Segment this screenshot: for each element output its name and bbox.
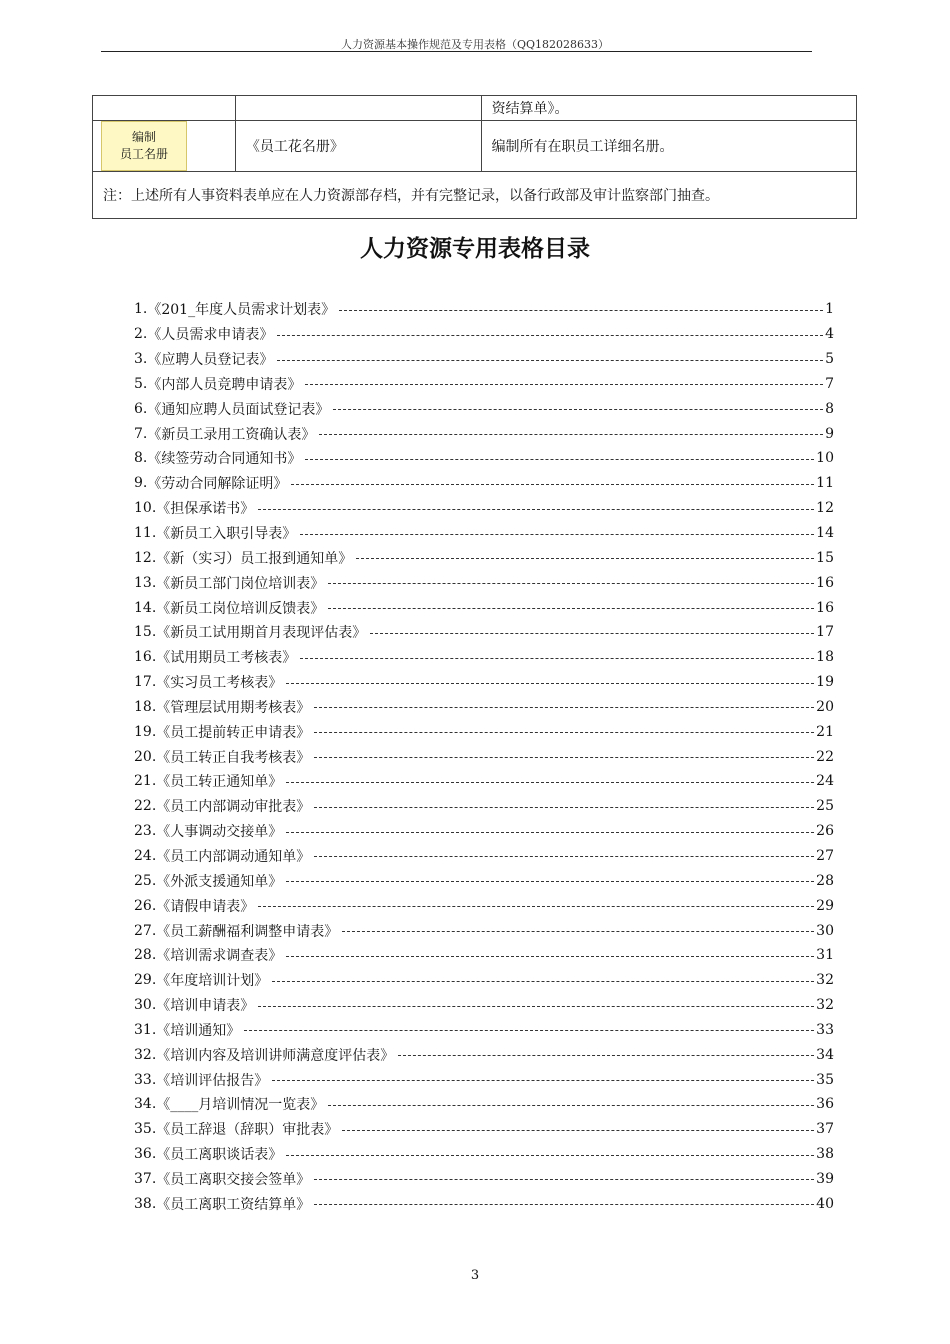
toc-leader-line — [305, 459, 814, 460]
toc-entry-number: 17. — [134, 674, 157, 691]
toc-leader-line — [314, 856, 814, 857]
toc-entry-number: 35. — [134, 1121, 157, 1138]
toc-leader-line — [291, 484, 814, 485]
toc-leader-line — [244, 1030, 814, 1031]
toc-entry-number: 8. — [134, 450, 148, 467]
toc-entry-page: 1 — [825, 301, 834, 318]
toc-entry-title: 《新员工岗位培训反馈表》 — [156, 600, 325, 617]
toc-entry[interactable] — [134, 297, 834, 322]
page-title: 人力资源专用表格目录 — [360, 236, 590, 262]
toc-entry-page: 16 — [816, 574, 834, 591]
toc-entry-title: 《员工转正自我考核表》 — [156, 749, 311, 766]
toc-entry[interactable] — [134, 819, 834, 844]
resource-table — [92, 95, 857, 219]
toc-entry-title: 《培训申请表》 — [156, 998, 255, 1015]
toc-entry-number: 1. — [134, 301, 148, 318]
toc-entry-title: 《新（实习）员工报到通知单》 — [156, 550, 353, 567]
toc-entry-number: 22. — [134, 798, 157, 815]
toc-leader-line — [277, 360, 823, 361]
toc-entry[interactable] — [134, 968, 834, 993]
toc-entry-number: 23. — [134, 823, 157, 840]
toc-entry-number: 30. — [134, 997, 157, 1014]
toc-entry-title: 《员工离职工资结算单》 — [156, 1196, 311, 1213]
toc-leader-line — [319, 434, 823, 435]
table-cell — [93, 121, 236, 172]
toc-entry-title: 《培训需求调查表》 — [156, 948, 283, 965]
toc-entry-page: 24 — [816, 773, 834, 790]
toc-entry-number: 9. — [134, 475, 148, 492]
toc-entry-number: 24. — [134, 847, 157, 864]
toc-entry-page: 31 — [816, 947, 834, 964]
toc-entry-page: 19 — [816, 674, 834, 691]
table-cell — [235, 96, 481, 121]
label-line: 员工名册 — [119, 147, 168, 161]
table-of-contents — [134, 297, 834, 1216]
toc-entry-title: 《员工离职谈话表》 — [156, 1147, 283, 1164]
toc-entry-number: 33. — [134, 1071, 157, 1088]
toc-entry[interactable] — [134, 868, 834, 893]
table-cell: 资结算单》。 — [481, 96, 856, 121]
toc-entry[interactable] — [134, 446, 834, 471]
toc-entry-page: 22 — [816, 748, 834, 765]
toc-entry-page: 14 — [816, 525, 834, 542]
toc-entry-number: 34. — [134, 1096, 157, 1113]
toc-entry-number: 32. — [134, 1046, 157, 1063]
toc-entry-page: 38 — [816, 1146, 834, 1163]
toc-entry-page: 5 — [825, 351, 834, 368]
toc-entry-number: 2. — [134, 326, 148, 343]
toc-entry-title: 《实习员工考核表》 — [156, 675, 283, 692]
toc-entry-number: 18. — [134, 698, 157, 715]
toc-entry-number: 20. — [134, 748, 157, 765]
toc-entry-title: 《员工内部调动审批表》 — [156, 799, 311, 816]
toc-leader-line — [342, 1130, 814, 1131]
toc-entry-page: 30 — [816, 922, 834, 939]
toc-entry-number: 19. — [134, 723, 157, 740]
toc-leader-line — [286, 1155, 814, 1156]
toc-entry[interactable] — [134, 993, 834, 1018]
toc-entry-title: 《新员工试用期首月表现评估表》 — [156, 625, 367, 642]
toc-entry[interactable] — [134, 893, 834, 918]
toc-entry[interactable] — [134, 943, 834, 968]
table-cell: 编制所有在职员工详细名册。 — [481, 121, 856, 172]
toc-entry-title: 《人员需求申请表》 — [147, 327, 274, 344]
toc-entry[interactable] — [134, 347, 834, 372]
toc-entry-page: 17 — [816, 624, 834, 641]
toc-entry[interactable] — [134, 794, 834, 819]
toc-leader-line — [333, 409, 823, 410]
toc-entry-page: 33 — [816, 1021, 834, 1038]
toc-leader-line — [286, 956, 814, 957]
toc-entry[interactable] — [134, 1092, 834, 1117]
toc-leader-line — [277, 335, 823, 336]
toc-entry-number: 26. — [134, 897, 157, 914]
toc-entry-title: 《员工薪酬福利调整申请表》 — [156, 923, 339, 940]
toc-entry-title: 《人事调动交接单》 — [156, 824, 283, 841]
toc-leader-line — [305, 384, 823, 385]
toc-leader-line — [398, 1055, 814, 1056]
toc-entry[interactable] — [134, 645, 834, 670]
header-rule — [101, 51, 812, 52]
toc-entry-number: 38. — [134, 1195, 157, 1212]
toc-entry-title: 《新员工部门岗位培训表》 — [156, 575, 325, 592]
toc-leader-line — [356, 558, 814, 559]
toc-entry-title: 《新员工入职引导表》 — [156, 526, 297, 543]
toc-entry-page: 25 — [816, 798, 834, 815]
toc-entry-title: 《通知应聘人员面试登记表》 — [147, 401, 330, 418]
toc-entry[interactable] — [134, 421, 834, 446]
table-row — [93, 172, 857, 219]
toc-leader-line — [258, 1006, 814, 1007]
toc-entry[interactable] — [134, 595, 834, 620]
toc-entry[interactable] — [134, 570, 834, 595]
toc-entry[interactable] — [134, 918, 834, 943]
toc-leader-line — [314, 1179, 814, 1180]
toc-entry-number: 6. — [134, 400, 148, 417]
label-line: 编制 — [131, 130, 156, 144]
toc-entry[interactable] — [134, 322, 834, 347]
toc-leader-line — [286, 782, 814, 783]
toc-entry[interactable] — [134, 1117, 834, 1142]
toc-leader-line — [342, 931, 814, 932]
toc-entry-page: 34 — [816, 1046, 834, 1063]
toc-entry-page: 29 — [816, 897, 834, 914]
toc-leader-line — [286, 881, 814, 882]
toc-entry[interactable] — [134, 769, 834, 794]
toc-entry-number: 29. — [134, 972, 157, 989]
table-cell: 《员工花名册》 — [235, 121, 481, 172]
toc-entry-number: 3. — [134, 351, 148, 368]
toc-entry[interactable] — [134, 1191, 834, 1216]
toc-entry-title: 《管理层试用期考核表》 — [156, 699, 311, 716]
toc-entry-title: 《201_年度人员需求计划表》 — [147, 302, 336, 319]
toc-entry[interactable] — [134, 1017, 834, 1042]
toc-entry-title: 《培训内容及培训讲师满意度评估表》 — [156, 1047, 395, 1064]
toc-entry-title: 《试用期员工考核表》 — [156, 650, 297, 667]
toc-entry-number: 21. — [134, 773, 157, 790]
toc-entry-title: 《____月培训情况一览表》 — [156, 1097, 325, 1114]
toc-entry-title: 《员工辞退（辞职）审批表》 — [156, 1122, 339, 1139]
toc-entry-number: 31. — [134, 1021, 157, 1038]
toc-entry-number: 36. — [134, 1146, 157, 1163]
toc-leader-line — [314, 757, 814, 758]
toc-entry-number: 37. — [134, 1170, 157, 1187]
toc-entry-title: 《担保承诺书》 — [156, 501, 255, 518]
toc-entry-page: 26 — [816, 823, 834, 840]
toc-entry[interactable] — [134, 620, 834, 645]
toc-entry[interactable] — [134, 670, 834, 695]
toc-entry[interactable] — [134, 719, 834, 744]
toc-entry-page: 40 — [816, 1195, 834, 1212]
page-header: 人力资源基本操作规范及专用表格（QQ182028633） — [340, 38, 610, 51]
toc-entry-page: 9 — [825, 425, 834, 442]
toc-entry[interactable] — [134, 695, 834, 720]
toc-entry-page: 37 — [816, 1121, 834, 1138]
toc-entry-number: 12. — [134, 549, 157, 566]
toc-entry-title: 《应聘人员登记表》 — [147, 352, 274, 369]
table-cell — [93, 96, 236, 121]
toc-entry-page: 39 — [816, 1170, 834, 1187]
toc-entry-page: 28 — [816, 872, 834, 889]
toc-entry[interactable] — [134, 496, 834, 521]
toc-entry-title: 《新员工录用工资确认表》 — [147, 426, 316, 443]
toc-entry-page: 18 — [816, 649, 834, 666]
toc-entry-title: 《员工提前转正申请表》 — [156, 724, 311, 741]
toc-entry-page: 32 — [816, 997, 834, 1014]
toc-entry-page: 21 — [816, 723, 834, 740]
toc-leader-line — [314, 732, 814, 733]
toc-entry-number: 5. — [134, 375, 148, 392]
toc-leader-line — [314, 707, 814, 708]
toc-leader-line — [370, 633, 814, 634]
toc-entry[interactable] — [134, 396, 834, 421]
toc-entry-title: 《外派支援通知单》 — [156, 873, 283, 890]
toc-entry-number: 13. — [134, 574, 157, 591]
toc-leader-line — [272, 1080, 814, 1081]
toc-entry-page: 15 — [816, 549, 834, 566]
toc-entry-number: 25. — [134, 872, 157, 889]
toc-entry[interactable] — [134, 744, 834, 769]
toc-entry-page: 10 — [816, 450, 834, 467]
toc-entry-number: 10. — [134, 500, 157, 517]
toc-entry-number: 7. — [134, 425, 148, 442]
toc-entry-title: 《员工离职交接会签单》 — [156, 1171, 311, 1188]
toc-entry[interactable] — [134, 545, 834, 570]
toc-leader-line — [300, 534, 814, 535]
toc-leader-line — [286, 683, 814, 684]
toc-entry-page: 27 — [816, 847, 834, 864]
toc-entry-page: 11 — [816, 475, 834, 492]
toc-entry-number: 27. — [134, 922, 157, 939]
toc-entry[interactable] — [134, 471, 834, 496]
toc-leader-line — [272, 981, 814, 982]
toc-leader-line — [328, 583, 814, 584]
toc-leader-line — [314, 807, 814, 808]
toc-entry-title: 《请假申请表》 — [156, 898, 255, 915]
table-row — [93, 96, 857, 121]
toc-entry-page: 20 — [816, 698, 834, 715]
toc-entry-page: 35 — [816, 1071, 834, 1088]
toc-leader-line — [300, 658, 814, 659]
toc-leader-line — [258, 906, 814, 907]
toc-entry-title: 《培训通知》 — [156, 1022, 241, 1039]
table-note: 注：上述所有人事资料表单应在人力资源部存档，并有完整记录，以备行政部及审计监察部门抽查。 — [93, 172, 857, 219]
toc-entry-page: 36 — [816, 1096, 834, 1113]
toc-entry-page: 7 — [825, 375, 834, 392]
page-number: 3 — [470, 1268, 480, 1283]
toc-entry-page: 8 — [825, 400, 834, 417]
toc-entry-page: 32 — [816, 972, 834, 989]
toc-entry[interactable] — [134, 372, 834, 397]
toc-entry[interactable] — [134, 1042, 834, 1067]
toc-leader-line — [328, 608, 814, 609]
toc-entry-title: 《培训评估报告》 — [156, 1072, 269, 1089]
toc-leader-line — [258, 509, 814, 510]
toc-entry-number: 16. — [134, 649, 157, 666]
toc-entry-title: 《续签劳动合同通知书》 — [147, 451, 302, 468]
toc-entry-number: 15. — [134, 624, 157, 641]
toc-entry[interactable] — [134, 1167, 834, 1192]
toc-entry[interactable] — [134, 844, 834, 869]
toc-leader-line — [314, 1204, 814, 1205]
toc-leader-line — [339, 310, 823, 311]
toc-entry-title: 《员工内部调动通知单》 — [156, 848, 311, 865]
toc-entry-page: 4 — [825, 326, 834, 343]
toc-entry-number: 28. — [134, 947, 157, 964]
toc-entry[interactable] — [134, 1067, 834, 1092]
toc-entry-number: 14. — [134, 599, 157, 616]
toc-entry[interactable] — [134, 1142, 834, 1167]
toc-entry-title: 《年度培训计划》 — [156, 973, 269, 990]
toc-leader-line — [286, 832, 814, 833]
toc-entry-title: 《劳动合同解除证明》 — [147, 476, 288, 493]
toc-entry-title: 《员工转正通知单》 — [156, 774, 283, 791]
toc-entry-page: 12 — [816, 500, 834, 517]
toc-entry[interactable] — [134, 521, 834, 546]
toc-entry-title: 《内部人员竞聘申请表》 — [147, 376, 302, 393]
compile-roster-label — [101, 121, 187, 171]
toc-leader-line — [328, 1105, 814, 1106]
toc-entry-page: 16 — [816, 599, 834, 616]
toc-entry-number: 11. — [134, 525, 157, 542]
table-row — [93, 121, 857, 172]
